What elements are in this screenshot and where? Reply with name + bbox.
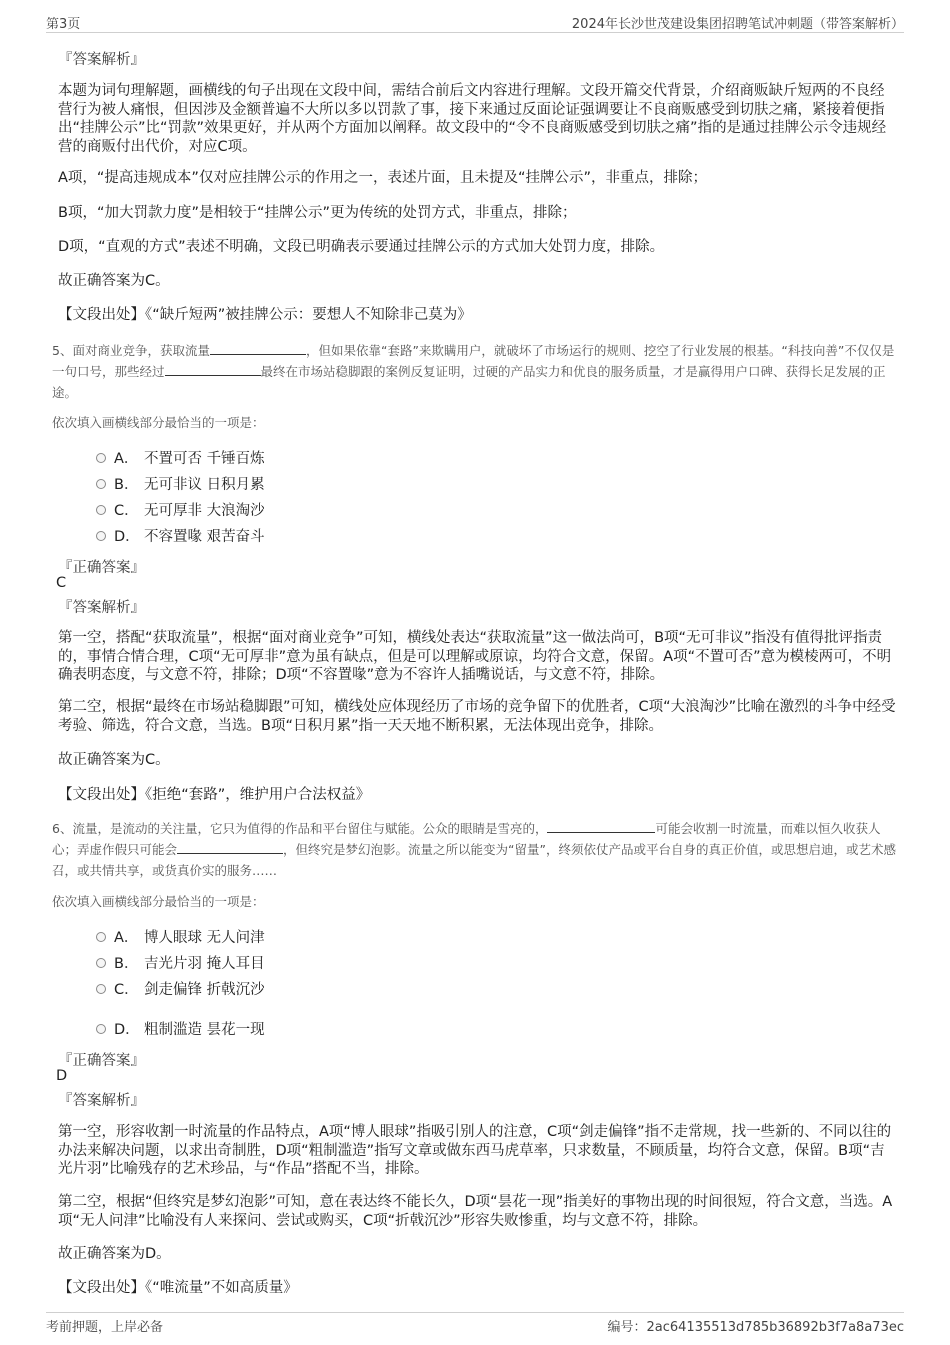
analysis-tag: 『答案解析』 [58, 600, 145, 616]
option-c[interactable]: C． 无可厚非 大浪淘沙 [96, 501, 265, 521]
question-5-stem: 5、面对商业竞争，获取流量 ，但如果依靠“套路”来欺瞒用户，就破坏了市场运行的规则、挖空了行业发展的根基。“科技向善”不仅仅是一句口号，那些经过 最终在市场站稳脚跟的案例反复证明，过硬的产品实力和优良的服务质量，才是赢得用户口碑、获得长足发展的正途。 [52, 343, 895, 400]
correct-answer-tag: 『正确答案』 [58, 560, 145, 576]
source-citation: 【文段出处】《“唯流量”不如高质量》 [58, 1280, 298, 1296]
analysis-paragraph: 第二空，根据“最终在市场站稳脚跟”可知，横线处应体现经历了市场的竞争留下的优胜者，C项“大浪淘沙”比喻在激烈的斗争中经受考验、筛选，符合文意，当选。B项“日积月累”指一天天地不断积累，无法体现出竞争，排除。 [58, 699, 896, 734]
source-citation: 【文段出处】《拒绝“套路”，维护用户合法权益》 [58, 787, 371, 803]
option-d-analysis: D项，“直观的方式”表述不明确，文段已明确表示要通过挂牌公示的方式加大处罚力度，排除。 [58, 239, 665, 255]
blank-line [210, 342, 306, 355]
radio-icon[interactable] [96, 932, 106, 942]
option-b[interactable]: B． 无可非议 日积月累 [96, 475, 265, 495]
option-b-analysis: B项，“加大罚款力度”是相较于“挂牌公示”更为传统的处罚方式，非重点，排除； [58, 205, 577, 221]
document-id: 编号：2ac64135513d785b36892b3f7a8a73ec [607, 1320, 904, 1335]
option-d[interactable]: D． 不容置喙 艰苦奋斗 [96, 527, 265, 547]
question-6-prompt: 依次填入画横线部分最恰当的一项是： [52, 894, 265, 909]
radio-icon[interactable] [96, 479, 106, 489]
option-b[interactable]: B． 吉光片羽 掩人耳目 [96, 954, 265, 974]
option-a[interactable]: A． 不置可否 千锤百炼 [96, 449, 265, 469]
option-c[interactable]: C． 剑走偏锋 折戟沉沙 [96, 980, 265, 1000]
footer-slogan: 考前押题，上岸必备 [46, 1320, 164, 1335]
analysis-paragraph: 第二空，根据“但终究是梦幻泡影”可知，意在表达终不能长久，D项“昙花一现”指美好的事物出现的时间很短，符合文意，当选。A项“无人问津”比喻没有人来探问、尝试或购买，C项“折戟沉沙”形容失败惨重，均与文意不符，排除。 [58, 1194, 893, 1229]
option-d[interactable]: D． 粗制滥造 昙花一现 [96, 1020, 265, 1040]
option-a-analysis: A项，“提高违规成本”仅对应挂牌公示的作用之一，表述片面，且未提及“挂牌公示”，非重点，排除； [58, 170, 707, 186]
blank-line [177, 841, 283, 854]
analysis-paragraph: 第一空，形容收割一时流量的作品特点，A项“博人眼球”指吸引别人的注意，C项“剑走偏锋”指不走常规，找一些新的、不同以往的办法来解决问题，以求出奇制胜，D项“粗制滥造”指写文章或做东西马虎草率，只求数量，不顾质量，均符合文意，保留。B项“吉光片羽”比喻残存的艺术珍品，与“作品”搭配不当，排除。 [58, 1124, 892, 1177]
radio-icon[interactable] [96, 958, 106, 968]
radio-icon[interactable] [96, 984, 106, 994]
analysis-tag: 『答案解析』 [58, 52, 145, 68]
radio-icon[interactable] [96, 531, 106, 541]
correct-answer-tag: 『正确答案』 [58, 1053, 145, 1069]
blank-line [547, 820, 655, 833]
radio-icon[interactable] [96, 453, 106, 463]
final-answer: 故正确答案为C。 [58, 273, 170, 289]
radio-icon[interactable] [96, 505, 106, 515]
radio-icon[interactable] [96, 1024, 106, 1034]
page-number: 第3页 [46, 17, 81, 32]
correct-answer: D [56, 1068, 68, 1084]
final-answer: 故正确答案为D。 [58, 1246, 171, 1262]
page-header [46, 6, 904, 33]
document-title: 2024年长沙世茂建设集团招聘笔试冲刺题（带答案解析） [571, 17, 904, 32]
question-5-prompt: 依次填入画横线部分最恰当的一项是： [52, 415, 265, 430]
analysis-paragraph: 第一空，搭配“获取流量”，根据“面对商业竞争”可知，横线处表达“获取流量”这一做法尚可，B项“无可非议”指没有值得批评指责的，事情合情合理，C项“无可厚非”意为虽有缺点，但是可以理解或原谅，均符合文意，保留。A项“不置可否”意为模棱两可，不明确表明态度，与文意不符，排除；D项“不容置喙”意为不容许人插嘴说话，与文意不符，排除。 [58, 630, 892, 683]
blank-line [165, 363, 261, 376]
analysis-paragraph: 本题为词句理解题，画横线的句子出现在文段中间，需结合前后文内容进行理解。文段开篇交代背景，介绍商贩缺斤短两的不良经营行为被人痛恨，但因涉及金额普遍不大所以多以罚款了事，接下来通过反面论证强调要让不良商贩感受到切肤之痛，紧接着便指出“挂牌公示”比“罚款”效果更好，并从两个方面加以阐释。故文段中的“令不良商贩感受到切肤之痛”指的是通过挂牌公示令违规经营的商贩付出代价，对应C项。 [58, 83, 887, 155]
option-a[interactable]: A． 博人眼球 无人问津 [96, 928, 265, 948]
question-6-stem: 6、流量，是流动的关注量，它只为值得的作品和平台留住与赋能。公众的眼睛是雪亮的， 可能会收割一时流量，而难以恒久收获人心；弄虚作假只可能会 ，但终究是梦幻泡影。流量之所以能变为“留量”，终须依仗产品或平台自身的真正价值，或思想启迪，或艺术感召，或共情共享，或货真价实的服务…… [52, 821, 896, 878]
correct-answer: C [56, 575, 67, 591]
final-answer: 故正确答案为C。 [58, 752, 170, 768]
page-footer [46, 1312, 904, 1339]
source-citation: 【文段出处】《“缺斤短两”被挂牌公示：要想人不知除非己莫为》 [58, 307, 472, 323]
analysis-tag: 『答案解析』 [58, 1093, 145, 1109]
